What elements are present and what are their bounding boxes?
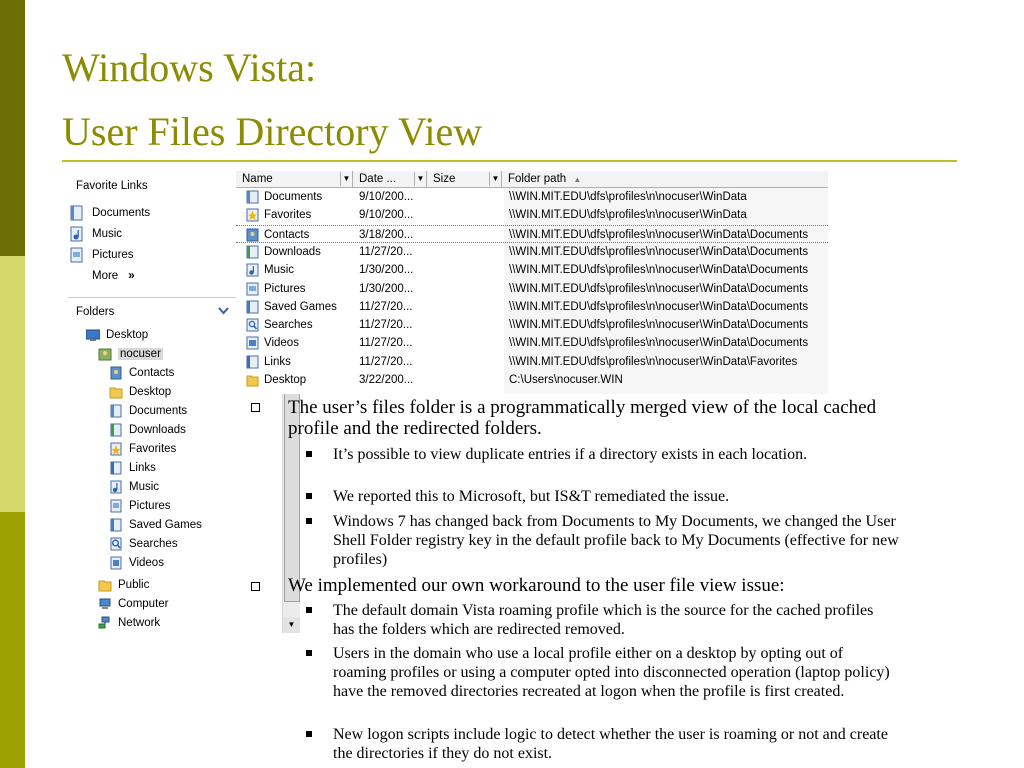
file-name: Downloads bbox=[264, 245, 321, 258]
column-size-dropdown[interactable]: ▼ bbox=[489, 172, 501, 186]
favorite-link-label: Documents bbox=[92, 207, 151, 219]
sort-ascending-icon: ▲ bbox=[573, 175, 582, 184]
search-icon bbox=[109, 537, 123, 551]
file-folder-path: C:\Users\nocuser.WIN bbox=[509, 374, 623, 386]
video-icon bbox=[246, 336, 259, 350]
sub-bullet-1-3: Windows 7 has changed back from Documents to My Documents, we changed the User Shell Folder registry key in the default profile back to My Documents (effective for new profiles) bbox=[333, 513, 899, 568]
file-date: 11/27/20... bbox=[359, 337, 413, 350]
file-name: Music bbox=[264, 264, 295, 277]
picture-icon bbox=[246, 282, 259, 296]
column-header-size[interactable]: Size bbox=[427, 171, 502, 187]
games-icon bbox=[246, 300, 259, 314]
left-stripe-bottom bbox=[0, 512, 25, 768]
file-folder-path: \\WIN.MIT.EDU\dfs\profiles\n\nocuser\WinData\Documents bbox=[509, 319, 809, 332]
video-icon bbox=[109, 556, 123, 570]
file-date: 9/10/200... bbox=[359, 209, 414, 222]
file-folder-path: \\WIN.MIT.EDU\dfs\profiles\n\nocuser\WinData\Documents bbox=[509, 337, 809, 350]
folder-icon bbox=[98, 578, 112, 592]
favorite-links-pane bbox=[68, 172, 236, 290]
file-date: 11/27/20... bbox=[359, 319, 413, 332]
sub-bullet-1-2: We reported this to Microsoft, but IS&T remediated the issue. bbox=[333, 488, 730, 505]
tree-item-searches[interactable]: Searches bbox=[109, 535, 178, 553]
links-icon bbox=[246, 355, 259, 369]
title-divider bbox=[62, 160, 957, 162]
bullet-square-icon bbox=[251, 403, 260, 412]
file-row[interactable] bbox=[236, 353, 828, 371]
file-row[interactable] bbox=[236, 316, 828, 334]
pane-separator bbox=[68, 297, 236, 298]
tree-item-computer[interactable]: Computer bbox=[98, 595, 169, 613]
column-header-date[interactable]: Date ... bbox=[353, 171, 427, 187]
favorites-icon bbox=[109, 442, 123, 456]
bullet-filled-icon bbox=[306, 650, 312, 656]
column-name-dropdown[interactable]: ▼ bbox=[340, 172, 352, 186]
file-row[interactable] bbox=[236, 261, 828, 279]
file-row[interactable] bbox=[236, 188, 828, 206]
tree-item-links[interactable]: Links bbox=[109, 459, 156, 477]
tree-item-network[interactable]: Network bbox=[98, 614, 160, 632]
favorite-link-more[interactable] bbox=[92, 267, 135, 285]
network-icon bbox=[98, 616, 112, 630]
file-folder-path: \\WIN.MIT.EDU\dfs\profiles\n\nocuser\WinData\Favorites bbox=[509, 355, 798, 368]
sub-bullet-2-2: Users in the domain who use a local profile either on a desktop by opting out of roaming profiles or using a computer opted into disconnected operation (laptop policy) have the removed directories recreated at logon when the profile is first created. bbox=[333, 645, 890, 700]
file-name: Favorites bbox=[264, 209, 312, 222]
sub-bullet-2-3: New logon scripts include logic to detect whether the user is roaming or not and create the directories if they do not exist. bbox=[333, 726, 888, 762]
tree-item-downloads[interactable]: Downloads bbox=[109, 421, 186, 439]
file-date: 11/27/20... bbox=[359, 300, 413, 313]
slide-title-line2: User Files Directory View bbox=[62, 109, 483, 154]
contacts-icon bbox=[109, 366, 123, 380]
file-name: Desktop bbox=[264, 374, 307, 386]
file-name: Links bbox=[264, 355, 291, 368]
tree-item-contacts[interactable]: Contacts bbox=[109, 364, 174, 382]
left-stripe-middle bbox=[0, 256, 25, 512]
file-name: Contacts bbox=[264, 228, 310, 241]
bullet-2: We implemented our own workaround to the user file view issue: bbox=[288, 575, 785, 596]
file-name: Videos bbox=[264, 337, 299, 350]
user-folder-icon bbox=[98, 347, 112, 361]
tree-item-pictures[interactable]: Pictures bbox=[109, 497, 171, 515]
download-icon bbox=[246, 245, 259, 259]
favorite-links-header: Favorite Links bbox=[76, 180, 148, 192]
folders-header[interactable]: Folders bbox=[76, 306, 115, 318]
tree-item-music[interactable]: Music bbox=[109, 478, 159, 496]
document-icon bbox=[70, 205, 84, 221]
download-icon bbox=[109, 423, 123, 437]
favorite-link-documents[interactable] bbox=[70, 204, 150, 222]
bullet-filled-icon bbox=[306, 518, 312, 524]
desktop-icon bbox=[86, 328, 100, 342]
tree-item-nocuser[interactable]: nocuser bbox=[98, 345, 163, 363]
tree-item-public[interactable]: Public bbox=[98, 576, 149, 594]
favorites-icon bbox=[246, 208, 259, 222]
file-date: 11/27/20... bbox=[359, 355, 413, 368]
music-icon bbox=[109, 480, 123, 494]
file-row[interactable] bbox=[236, 334, 828, 352]
file-row[interactable] bbox=[236, 206, 828, 224]
links-icon bbox=[109, 461, 123, 475]
slide-title bbox=[62, 36, 482, 164]
contacts-icon bbox=[246, 228, 259, 242]
file-row[interactable] bbox=[236, 280, 828, 298]
file-row[interactable] bbox=[236, 371, 828, 389]
folder-icon bbox=[246, 373, 259, 387]
left-stripe-top bbox=[0, 0, 25, 256]
music-icon bbox=[70, 226, 84, 242]
file-row[interactable] bbox=[236, 298, 828, 316]
bullet-filled-icon bbox=[306, 451, 312, 457]
tree-item-videos[interactable]: Videos bbox=[109, 554, 164, 572]
favorite-link-label: Music bbox=[92, 228, 123, 240]
column-date-dropdown[interactable]: ▼ bbox=[414, 172, 426, 186]
slide-title-line1: Windows Vista: bbox=[62, 45, 317, 90]
chevron-down-icon[interactable] bbox=[218, 306, 229, 318]
file-date: 1/30/200... bbox=[359, 282, 414, 295]
double-chevron-icon: » bbox=[128, 270, 135, 282]
file-folder-path: \\WIN.MIT.EDU\dfs\profiles\n\nocuser\WinData\Documents bbox=[509, 300, 809, 313]
favorite-link-label: Pictures bbox=[92, 249, 134, 261]
games-icon bbox=[109, 518, 123, 532]
search-icon bbox=[246, 318, 259, 332]
file-folder-path: \\WIN.MIT.EDU\dfs\profiles\n\nocuser\WinData\Documents bbox=[509, 245, 809, 258]
sub-bullet-2-1: The default domain Vista roaming profile which is the source for the cached profiles has the folders which are redirected removed. bbox=[333, 602, 874, 638]
tree-item-documents[interactable]: Documents bbox=[109, 402, 187, 420]
file-folder-path: \\WIN.MIT.EDU\dfs\profiles\n\nocuser\WinData\Documents bbox=[509, 282, 809, 295]
tree-item-favorites[interactable]: Favorites bbox=[109, 440, 176, 458]
file-list-header bbox=[236, 171, 828, 188]
scroll-down-button[interactable]: ▼ bbox=[283, 617, 300, 633]
file-folder-path: \\WIN.MIT.EDU\dfs\profiles\n\nocuser\WinData bbox=[509, 209, 747, 222]
file-date: 11/27/20... bbox=[359, 245, 413, 258]
file-name: Searches bbox=[264, 319, 313, 332]
document-icon bbox=[246, 190, 259, 204]
tree-item-desktop-root[interactable]: Desktop bbox=[86, 326, 148, 344]
file-list bbox=[236, 171, 828, 394]
folders-pane bbox=[68, 300, 296, 634]
file-row[interactable] bbox=[236, 225, 828, 243]
file-date: 1/30/200... bbox=[359, 264, 414, 277]
tree-item-saved-games[interactable]: Saved Games bbox=[109, 516, 202, 534]
file-date: 3/22/200... bbox=[359, 374, 414, 386]
favorite-link-label: More bbox=[92, 270, 119, 282]
bullet-filled-icon bbox=[306, 607, 312, 613]
file-folder-path: \\WIN.MIT.EDU\dfs\profiles\n\nocuser\WinData\Documents bbox=[509, 228, 809, 241]
file-name: Saved Games bbox=[264, 300, 337, 313]
file-row[interactable] bbox=[236, 243, 828, 261]
bullet-square-icon bbox=[251, 582, 260, 591]
file-name: Pictures bbox=[264, 282, 306, 295]
picture-icon bbox=[109, 499, 123, 513]
column-header-name[interactable]: Name bbox=[236, 171, 353, 187]
computer-icon bbox=[98, 597, 112, 611]
file-date: 9/10/200... bbox=[359, 191, 414, 203]
column-header-folder-path[interactable]: Folder path ▲ bbox=[508, 173, 582, 185]
favorite-link-pictures[interactable] bbox=[70, 246, 134, 264]
file-name: Documents bbox=[264, 191, 323, 203]
document-icon bbox=[109, 404, 123, 418]
bullet-filled-icon bbox=[306, 493, 312, 499]
folder-icon bbox=[109, 385, 123, 399]
music-icon bbox=[246, 263, 259, 277]
tree-item-desktop[interactable]: Desktop bbox=[109, 383, 171, 401]
favorite-link-music[interactable] bbox=[70, 225, 122, 243]
file-folder-path: \\WIN.MIT.EDU\dfs\profiles\n\nocuser\WinData\Documents bbox=[509, 264, 809, 277]
bullet-1: The user’s files folder is a programmatically merged view of the local cached profile and the redirected folders. bbox=[288, 397, 877, 439]
file-folder-path: \\WIN.MIT.EDU\dfs\profiles\n\nocuser\WinData bbox=[509, 191, 747, 203]
sub-bullet-1-1: It’s possible to view duplicate entries if a directory exists in each location. bbox=[333, 446, 808, 463]
bullet-filled-icon bbox=[306, 731, 312, 737]
picture-icon bbox=[70, 247, 84, 263]
file-date: 3/18/200... bbox=[359, 228, 414, 241]
